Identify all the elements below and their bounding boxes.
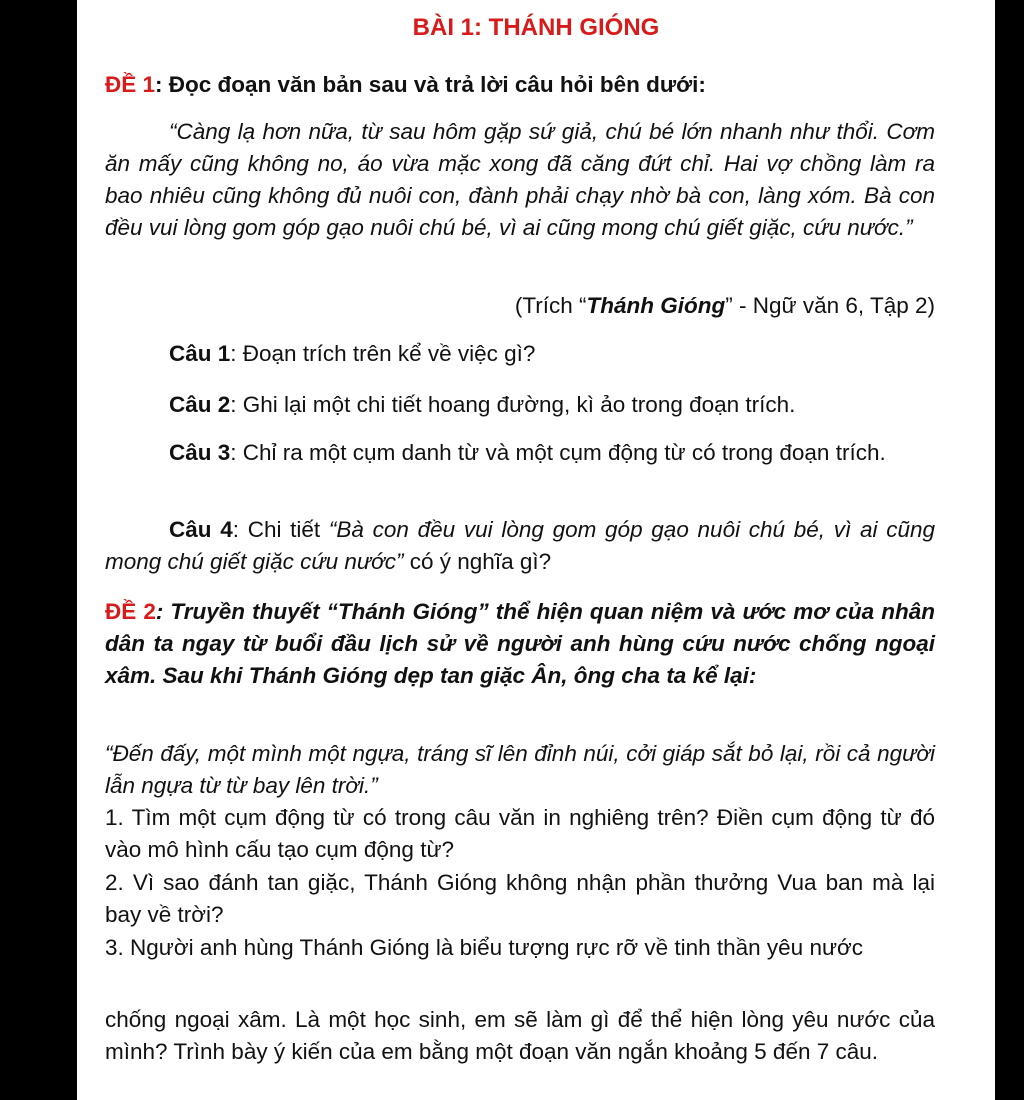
de1-instruction: ĐỀ 1: Đọc đoạn văn bản sau và trả lời câu hỏi bên dưới: [105, 72, 706, 97]
de1-passage: “Càng lạ hơn nữa, từ sau hôm gặp sứ giả, chú bé lớn nhanh như thổi. Cơm ăn mấy cũng không no, áo vừa mặc xong đã căng đứt chỉ. Hai vợ chồng làm ra bao nhiêu cũng không đủ nuôi con, đành phải chạy nhờ bà con, làng xóm. Bà con đều vui lòng gom góp gạo nuôi chú bé, vì ai cũng mong chú giết giặc, cứu nước.” [105, 119, 935, 240]
document-page [77, 0, 995, 1100]
de1-source: (Trích “Thánh Gióng” - Ngữ văn 6, Tập 2) [514, 293, 935, 318]
de1-question-2: Câu 2: Ghi lại một chi tiết hoang đường, kì ảo trong đoạn trích. [169, 392, 796, 417]
de2-label: ĐỀ 2 [105, 599, 156, 624]
de2-question-1: 1. Tìm một cụm động từ có trong câu văn in nghiêng trên? Điền cụm động từ đó vào mô hình cấu tạo cụm động từ? [105, 805, 935, 862]
de1-question-3: Câu 3: Chỉ ra một cụm danh từ và một cụm động từ có trong đoạn trích. [169, 440, 886, 465]
de1-question-1: Câu 1: Đoạn trích trên kể về việc gì? [169, 341, 536, 366]
de2-question-3-line2: chống ngoại xâm. Là một học sinh, em sẽ làm gì để thể hiện lòng yêu nước của mình? Trình bày ý kiến của em bằng một đoạn văn ngắn khoảng 5 đến 7 câu. [105, 1007, 935, 1064]
de2-intro: ĐỀ 2: Truyền thuyết “Thánh Gióng” thể hiện quan niệm và ước mơ của nhân dân ta ngay từ buổi đầu lịch sử về người anh hùng cứu nước chống ngoại xâm. Sau khi Thánh Gióng dẹp tan giặc Ân, ông cha ta kể lại: [105, 599, 935, 688]
de1-label: ĐỀ 1 [105, 72, 156, 97]
de2-question-2: 2. Vì sao đánh tan giặc, Thánh Gióng không nhận phần thưởng Vua ban mà lại bay về trời? [105, 870, 935, 927]
de2-question-3-line1: 3. Người anh hùng Thánh Gióng là biểu tượng rực rỡ về tinh thần yêu nước [105, 935, 864, 960]
de1-question-4: Câu 4: Chi tiết “Bà con đều vui lòng gom góp gạo nuôi chú bé, vì ai cũng mong chú giết giặc cứu nước” có ý nghĩa gì? [105, 517, 935, 574]
page-title: BÀI 1: THÁNH GIÓNG [412, 14, 660, 41]
de2-quote: “Đến đấy, một mình một ngựa, tráng sĩ lên đỉnh núi, cởi giáp sắt bỏ lại, rồi cả người lẫn ngựa từ từ bay lên trời.” [105, 741, 935, 798]
